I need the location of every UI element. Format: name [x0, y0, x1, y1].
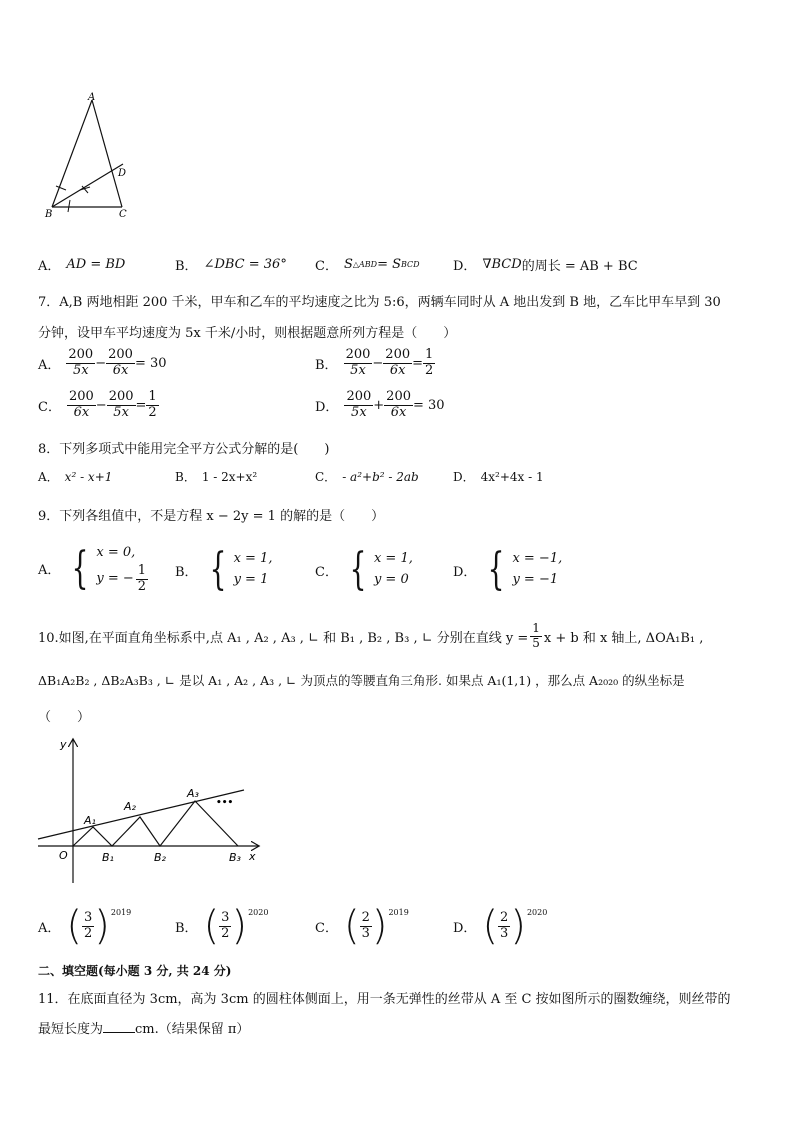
frac-den: 5: [532, 635, 540, 650]
system-row: y = 0: [373, 572, 409, 587]
stem-text: 最短长度为: [38, 1022, 104, 1037]
left-paren-icon: (: [482, 903, 499, 949]
point-label-a1: A₁: [84, 814, 96, 827]
option-label: A．: [38, 357, 61, 373]
option-label: C．: [315, 564, 338, 580]
q6-option-d: [453, 255, 638, 274]
option-text: x² - x+1: [64, 469, 113, 484]
stem-text: x + b 和 x 轴上, ΔOA₁B₁ ,: [543, 630, 704, 646]
right-paren-icon: ): [371, 903, 388, 949]
frac-den: 6x: [73, 404, 90, 420]
option-label: D．: [453, 259, 477, 274]
q7-stem-line2: 分钟，设甲车平均速度为 5x 千米/小时，则根据题意所列方程是（ ）: [38, 326, 457, 341]
frac-den: 3: [500, 925, 509, 941]
point-label-b3: B₃: [229, 851, 241, 864]
frac-den: 6x: [390, 404, 407, 420]
q8-option-b: [175, 468, 257, 485]
q10-stem-line2: ΔB₁A₂B₂ , ΔB₂A₃B₃ , ∟ 是以 A₁ , A₂ , A₃ , ∟ 为顶点的等腰直角三角形. 如果点 A₁(1,1) ，那么点 A₂₀₂₀ 的纵坐标是: [38, 673, 685, 688]
frac-num: 3: [221, 909, 230, 925]
q8-option-d: [453, 468, 544, 485]
option-label: A．: [38, 470, 59, 484]
option-text: - a²+b² - 2ab: [342, 469, 419, 484]
option-text: 4x²+4x - 1: [480, 469, 544, 484]
option-label: A．: [38, 563, 61, 579]
right-paren-icon: ): [94, 903, 110, 949]
frac-num: 1: [137, 562, 147, 578]
q9-option-b: [175, 544, 273, 595]
q9-option-d: [453, 544, 563, 595]
q9-stem: 9．下列各组值中，不是方程 x − 2y = 1 的解的是（ ）: [38, 509, 385, 524]
triangle-figure: [40, 90, 140, 225]
frac-den: 2: [221, 925, 230, 941]
point-label-a2: A₂: [124, 800, 136, 813]
option-text-pre: ∇BCD: [482, 257, 522, 272]
option-label: D．: [453, 470, 475, 484]
right-paren-icon: ): [510, 903, 526, 949]
brace-icon: {: [349, 544, 367, 595]
frac-num: 3: [84, 909, 93, 925]
stem-text: cm.（结果保留 π）: [135, 1022, 250, 1037]
option-label: B．: [175, 564, 198, 580]
option-label: B．: [315, 357, 338, 373]
equals: = 30: [413, 397, 445, 413]
label-B: B: [45, 209, 53, 220]
brace-icon: {: [209, 544, 226, 595]
system-row: x = 1,: [373, 551, 413, 567]
q10-stem-line3: （ ）: [38, 710, 91, 725]
label-C: C: [119, 209, 127, 220]
stem-text: 10.如图,在平面直角坐标系中,点 A₁ , A₂ , A₃ , ∟ 和 B₁ , B₂ , B₃ , ∟ 分别在直线 y =: [38, 630, 529, 646]
system-row: y = −: [96, 570, 134, 586]
answer-blank[interactable]: [103, 1020, 135, 1033]
equals: =: [135, 397, 147, 413]
frac-num: 200: [108, 347, 133, 362]
point-label-a3: A₃: [187, 787, 199, 800]
frac-den: 2: [84, 925, 93, 941]
axis-label-x: x: [249, 850, 256, 863]
frac-num: 200: [386, 389, 411, 404]
option-text-post: 的周长 = AB + BC: [521, 259, 638, 274]
exponent: 2020: [526, 907, 548, 917]
q10-option-a: [38, 903, 132, 949]
q8-stem: 8．下列多项式中能用完全平方公式分解的是( ): [38, 442, 330, 457]
q7-option-b: [315, 348, 435, 379]
option-label: B．: [175, 470, 196, 484]
frac-den: 3: [361, 925, 370, 941]
q6-option-a: [38, 255, 125, 274]
option-label: A．: [38, 920, 61, 936]
system-row: x = 1,: [233, 551, 273, 567]
frac-num: 1: [532, 621, 540, 635]
system-row: x = −1,: [512, 551, 563, 567]
frac-num: 200: [345, 347, 371, 362]
exponent: 2020: [248, 907, 269, 917]
option-text: ∠DBC = 36°: [203, 257, 287, 272]
frac-num: 2: [361, 909, 370, 925]
frac-den: 2: [425, 362, 434, 378]
option-label: C．: [315, 259, 338, 274]
operator: +: [373, 397, 385, 413]
option-label: D．: [453, 920, 477, 936]
q10-option-b: [175, 903, 269, 949]
q11-stem-line1: 11．在底面直径为 3cm，高为 3cm 的圆柱体侧面上，用一条无弹性的丝带从 A 至 C 按如图所示的圈数缠绕，则丝带的: [38, 992, 731, 1007]
frac-num: 1: [425, 347, 434, 362]
q8-option-a: [38, 468, 112, 485]
option-label: C．: [315, 920, 338, 936]
exponent: 2019: [110, 907, 132, 917]
q10-stem-line1: [38, 622, 703, 651]
exponent: 2019: [388, 907, 409, 917]
option-mid: = S: [377, 257, 402, 272]
q7-stem-line1: 7．A,B 两地相距 200 千米，甲车和乙车的平均速度之比为 5:6，两辆车同时从 A 地出发到 B 地，乙车比甲车早到 30: [38, 295, 721, 310]
frac-den: 6x: [389, 362, 406, 378]
q6-option-b: [175, 255, 287, 274]
frac-num: 200: [108, 389, 134, 404]
ellipsis-dots: •••: [216, 798, 234, 808]
option-label: B．: [175, 920, 198, 936]
system-row: y = −1: [512, 572, 559, 587]
right-paren-icon: ): [231, 903, 248, 949]
frac-num: 2: [500, 909, 509, 925]
system-row: y = 1: [233, 572, 269, 587]
frac-den: 5x: [73, 362, 89, 378]
option-label: A．: [38, 259, 61, 274]
operator: −: [95, 397, 107, 413]
q9-option-a: [38, 543, 148, 595]
frac-den: 2: [137, 578, 147, 594]
option-label: D．: [453, 564, 477, 580]
option-sub2: BCD: [401, 260, 420, 269]
q6-option-c: [315, 255, 420, 274]
option-text: 1 - 2x+x²: [201, 469, 258, 484]
frac-den: 5x: [350, 362, 366, 378]
frac-num: 200: [68, 389, 94, 404]
point-label-b2: B₂: [154, 851, 166, 864]
label-A: A: [88, 92, 96, 103]
option-label: C．: [315, 470, 337, 484]
equals: =: [412, 355, 424, 371]
operator: −: [372, 355, 384, 371]
label-D: D: [118, 168, 127, 179]
frac-num: 200: [385, 347, 411, 362]
section-title: 二、填空题(每小题 3 分, 共 24 分): [38, 964, 232, 978]
point-label-b1: B₁: [102, 851, 114, 864]
q7-option-c: [38, 390, 159, 421]
left-paren-icon: (: [66, 903, 82, 949]
left-paren-icon: (: [203, 903, 220, 949]
left-paren-icon: (: [343, 903, 360, 949]
q9-option-c: [315, 544, 413, 595]
system-row: x = 0,: [96, 545, 136, 560]
frac-num: 1: [148, 389, 157, 404]
q7-option-d: [315, 390, 445, 421]
frac-den: 5x: [113, 404, 129, 420]
frac-num: 200: [346, 389, 372, 404]
option-label: B．: [175, 259, 198, 274]
q8-option-c: [315, 468, 419, 485]
q10-option-c: [315, 903, 409, 949]
operator: −: [95, 355, 107, 371]
option-text: AD = BD: [66, 257, 126, 272]
option-sub1: △ABD: [352, 260, 378, 269]
brace-icon: {: [71, 542, 89, 594]
axis-label-y: y: [60, 738, 67, 751]
coordinate-figure: [30, 728, 270, 888]
q10-option-d: [453, 903, 548, 949]
brace-icon: {: [488, 544, 505, 595]
q7-option-a: [38, 348, 167, 379]
frac-num: 200: [68, 347, 94, 362]
frac-den: 6x: [112, 362, 129, 378]
equals: = 30: [134, 355, 167, 371]
q11-stem-line2: [38, 1018, 249, 1037]
frac-den: 2: [148, 404, 157, 420]
option-label: D．: [315, 399, 339, 415]
frac-den: 5x: [351, 404, 367, 420]
option-text-s: S: [343, 257, 353, 272]
option-label: C．: [38, 399, 61, 415]
origin-label: O: [59, 849, 68, 862]
